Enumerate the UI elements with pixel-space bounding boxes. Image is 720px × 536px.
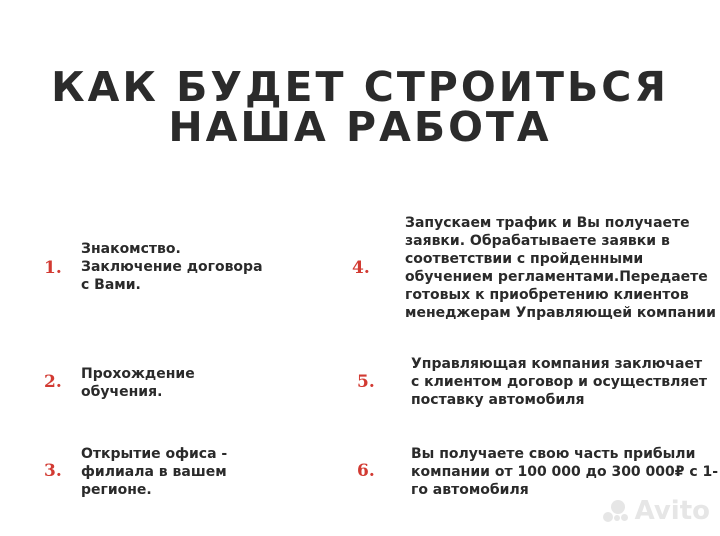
avito-watermark (601, 496, 710, 526)
step-text: Знакомство. Заключение договора с Вами. (81, 241, 263, 293)
step-text: Управляющая компания заключает с клиентом договор и осуществляет поставку автомобиля (411, 356, 708, 408)
step-text: Открытие офиса - филиала в вашем регионе. (81, 446, 228, 498)
page-title-line-1: КАК БУДЕТ СТРОИТЬСЯ (51, 63, 669, 111)
step-text: Прохождение обучения. (81, 366, 195, 400)
avito-brand-text: Avito (634, 496, 710, 526)
step-number: 1. (44, 258, 62, 278)
step-number: 6. (357, 461, 375, 481)
step-number: 2. (44, 372, 62, 392)
step-text: Запускаем трафик и Вы получаете заявки. Обрабатываете заявки в соответствии с пройденными обучением регламентами.Передаете готовых к приобретению клиентов менеджерам Управляющей компании (405, 215, 716, 321)
step-number: 3. (44, 461, 62, 481)
avito-logo-icon (601, 498, 631, 524)
step-number: 4. (352, 258, 370, 278)
step-number: 5. (357, 372, 375, 392)
page-title-line-2: НАША РАБОТА (168, 103, 552, 151)
step-text: Вы получаете свою часть прибыли компании от 100 000 до 300 000₽ с 1- го автомобиля (411, 446, 719, 498)
